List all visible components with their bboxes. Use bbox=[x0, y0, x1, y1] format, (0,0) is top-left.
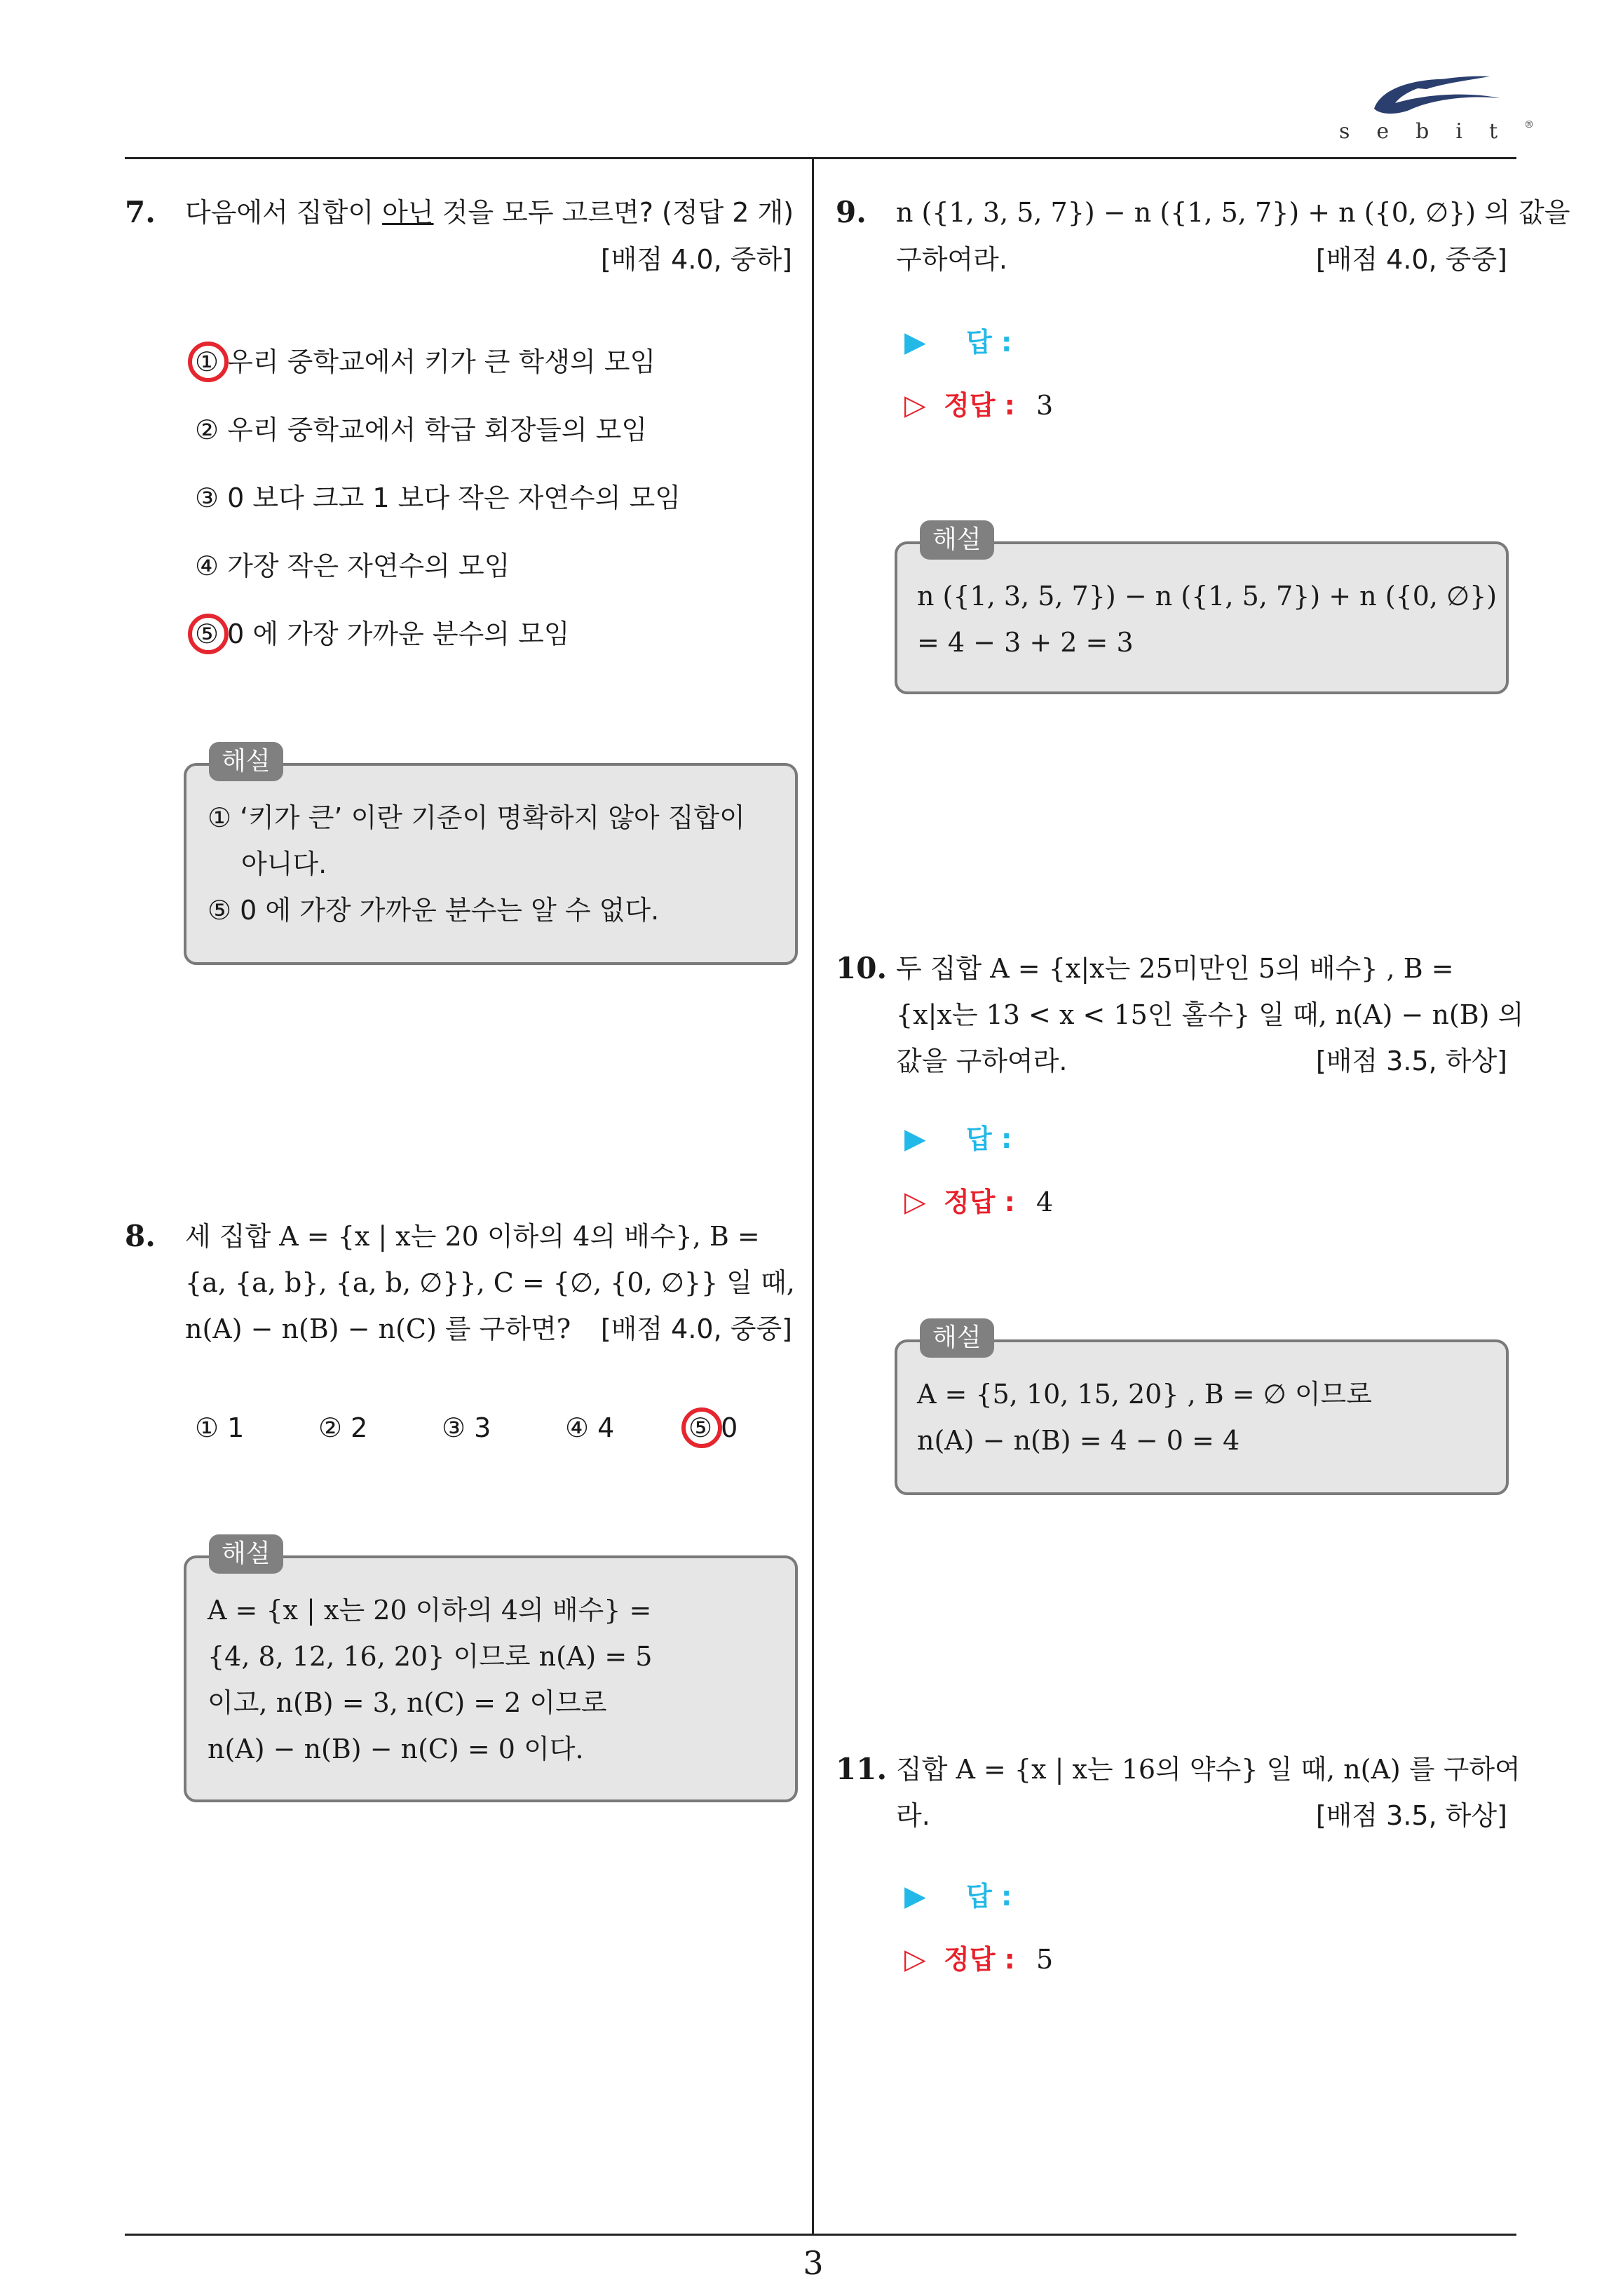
q11-answer-input[interactable] bbox=[1024, 1878, 1444, 1915]
sebit-wordmark: sebit® bbox=[1339, 119, 1535, 144]
q10-explain-tag: 해설 bbox=[920, 1318, 994, 1358]
q11-score: [배점 3.5, 하상] bbox=[1315, 1800, 1507, 1831]
q7-option-4[interactable]: ④ 가장 작은 자연수의 모임 bbox=[195, 551, 510, 581]
q8-option-1[interactable]: ① 1 bbox=[195, 1412, 245, 1443]
q9-answer-label: 답 : bbox=[966, 327, 1012, 358]
q9-correct-arrow-icon: ▷ bbox=[904, 389, 926, 421]
q9-explain-tag: 해설 bbox=[920, 520, 994, 560]
q8-option-5[interactable]: ⑤ 0 bbox=[688, 1412, 738, 1443]
q11-answer-arrow-icon: ▶ bbox=[904, 1880, 926, 1912]
q11-correct-value: 5 bbox=[1036, 1944, 1054, 1975]
q8-option-4[interactable]: ④ 4 bbox=[565, 1412, 615, 1443]
q8-line-2: {a, {a, b}, {a, b, ∅}}, C = {∅, {0, ∅}} 일 때, bbox=[185, 1267, 795, 1298]
q7-explain-line-2: 아니다. bbox=[241, 849, 327, 879]
q7-number: 7. bbox=[125, 195, 156, 229]
q7-score: [배점 4.0, 중하] bbox=[600, 244, 792, 275]
q9-answer-input[interactable] bbox=[1024, 324, 1444, 360]
q11-number: 11. bbox=[836, 1752, 888, 1786]
q8-number: 8. bbox=[125, 1219, 156, 1253]
q9-answer-arrow-icon: ▶ bbox=[904, 326, 926, 358]
sebit-swoosh-icon bbox=[1367, 67, 1507, 123]
q10-correct-label: 정답 : bbox=[944, 1187, 1015, 1217]
column-divider bbox=[812, 158, 814, 2234]
q10-explain-line-2: n(A) − n(B) = 4 − 0 = 4 bbox=[917, 1425, 1240, 1456]
q10-line-1: 두 집합 A = {x|x는 25미만인 5의 배수} , B = bbox=[896, 953, 1454, 984]
q8-explain-line-3: 이고, n(B) = 3, n(C) = 2 이므로 bbox=[208, 1687, 607, 1718]
q10-answer-label: 답 : bbox=[966, 1123, 1012, 1154]
q8-option-3[interactable]: ③ 3 bbox=[442, 1412, 491, 1443]
q10-correct-value: 4 bbox=[1036, 1187, 1054, 1217]
q9-line-2: 구하여라. bbox=[896, 244, 1007, 275]
q10-line-3: 값을 구하여라. bbox=[896, 1046, 1068, 1076]
q10-answer-input[interactable] bbox=[1024, 1121, 1444, 1157]
page-number: 3 bbox=[803, 2244, 824, 2282]
q8-mark-circle-5 bbox=[681, 1407, 722, 1448]
q7-explain-line-3: ⑤ 0 에 가장 가까운 분수는 알 수 없다. bbox=[208, 895, 660, 926]
q9-correct-label: 정답 : bbox=[944, 390, 1015, 421]
q11-line-1: 집합 A = {x | x는 16의 약수} 일 때, n(A) 를 구하여 bbox=[896, 1754, 1521, 1785]
q9-explain-line-2: = 4 − 3 + 2 = 3 bbox=[917, 627, 1134, 658]
q10-line-2: {x|x는 13 < x < 15인 홀수} 일 때, n(A) − n(B) 의 bbox=[896, 999, 1524, 1030]
q9-score: [배점 4.0, 중중] bbox=[1315, 244, 1507, 275]
footer-rule bbox=[125, 2234, 1516, 2236]
q7-mark-circle-5 bbox=[188, 614, 229, 654]
q7-explain-tag: 해설 bbox=[209, 742, 283, 781]
q9-correct-value: 3 bbox=[1036, 390, 1054, 421]
q10-score: [배점 3.5, 하상] bbox=[1315, 1046, 1507, 1076]
q8-line-3: n(A) − n(B) − n(C) 를 구하면? bbox=[185, 1314, 571, 1344]
q7-stem: 다음에서 집합이 아닌 것을 모두 고르면? (정답 2 개) bbox=[185, 197, 794, 228]
q10-answer-arrow-icon: ▶ bbox=[904, 1123, 926, 1155]
q7-option-5[interactable]: ⑤ 0 에 가장 가까운 분수의 모임 bbox=[195, 619, 570, 649]
q11-line-2: 라. bbox=[896, 1800, 930, 1831]
q7-mark-circle-1 bbox=[188, 342, 229, 382]
q8-score: [배점 4.0, 중중] bbox=[600, 1314, 792, 1344]
q11-correct-label: 정답 : bbox=[944, 1944, 1015, 1975]
q8-line-1: 세 집합 A = {x | x는 20 이하의 4의 배수}, B = bbox=[185, 1221, 760, 1252]
q7-explain-line-1: ① ‘키가 큰’ 이란 기준이 명확하지 않아 집합이 bbox=[208, 802, 745, 833]
header-rule bbox=[125, 157, 1516, 159]
sebit-logo bbox=[1339, 67, 1535, 151]
q10-number: 10. bbox=[836, 951, 888, 985]
q7-option-2[interactable]: ② 우리 중학교에서 학급 회장들의 모임 bbox=[195, 414, 648, 445]
q11-correct-arrow-icon: ▷ bbox=[904, 1943, 926, 1976]
q9-number: 9. bbox=[836, 195, 867, 229]
q9-line-1: n ({1, 3, 5, 7}) − n ({1, 5, 7}) + n ({0, ∅}) 의 값을 bbox=[896, 197, 1570, 228]
q7-option-3[interactable]: ③ 0 보다 크고 1 보다 작은 자연수의 모임 bbox=[195, 482, 681, 513]
q8-explain-line-2: {4, 8, 12, 16, 20} 이므로 n(A) = 5 bbox=[208, 1641, 653, 1672]
q10-explain-line-1: A = {5, 10, 15, 20} , B = ∅ 이므로 bbox=[917, 1379, 1372, 1410]
q8-explain-line-1: A = {x | x는 20 이하의 4의 배수} = bbox=[208, 1595, 652, 1626]
q10-correct-arrow-icon: ▷ bbox=[904, 1186, 926, 1218]
q11-answer-label: 답 : bbox=[966, 1881, 1012, 1912]
q9-explain-line-1: n ({1, 3, 5, 7}) − n ({1, 5, 7}) + n ({0, ∅}) bbox=[917, 581, 1498, 612]
q7-option-1[interactable]: ① 우리 중학교에서 키가 큰 학생의 모임 bbox=[195, 346, 656, 377]
q8-option-2[interactable]: ② 2 bbox=[318, 1412, 368, 1443]
q8-explain-tag: 해설 bbox=[209, 1534, 283, 1574]
q8-explain-line-4: n(A) − n(B) − n(C) = 0 이다. bbox=[208, 1734, 584, 1764]
